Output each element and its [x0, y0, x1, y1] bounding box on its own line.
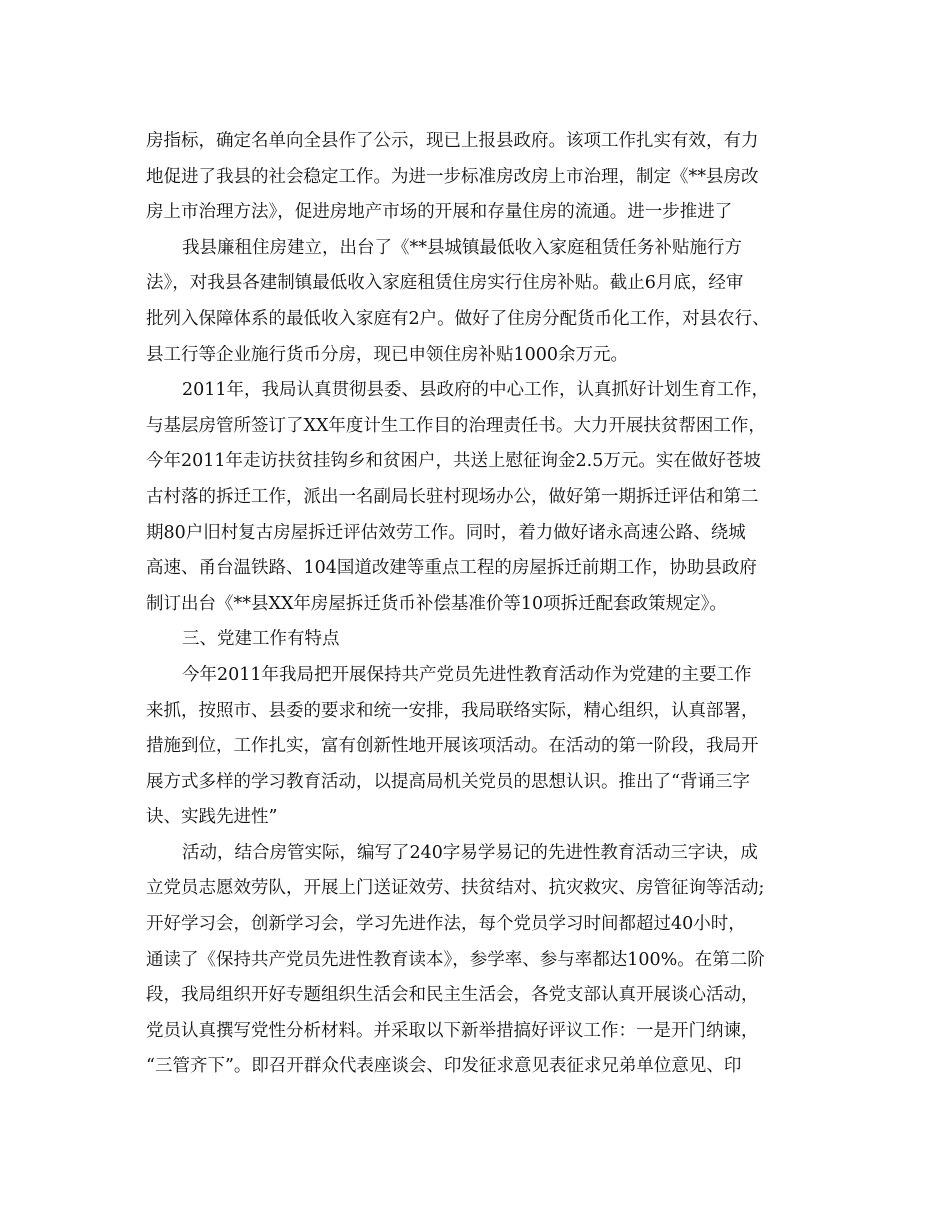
- text-line: 立党员志愿效劳队，开展上门送证效劳、扶贫结对、抗灾救灾、房管征询等活动;: [146, 878, 765, 899]
- text-line: 房指标，确定名单向全县作了公示，现已上报县政府。该项工作扎实有效，有力: [146, 131, 759, 151]
- text-line: 今年2011年走访扶贫挂钩乡和贫困户，共送上慰征询金2.5万元。实在做好苍坡: [146, 451, 761, 472]
- text-line: 与基层房管所签订了XX年度计生工作目的治理责任书。大力开展扶贫帮困工作，: [146, 415, 766, 436]
- text-line: 段，我局组织开好专题组织生活会和民主生活会，各党支部认真开展谈心活动，: [146, 985, 759, 1006]
- text-line: 活动，结合房管实际，编写了240字易学易记的先进性教育活动三字诀，成: [182, 842, 758, 863]
- text-line: 法》，对我县各建制镇最低收入家庭租赁住房实行住房补贴。截止6月底，经审: [146, 273, 744, 294]
- text-line: 来抓，按照市、县委的要求和统一安排，我局联络实际，精心组织，认真部署，: [146, 700, 759, 721]
- document-body: [146, 124, 806, 1085]
- text-line: “三管齐下”。即召开群众代表座谈会、印发征求意见表征求兄弟单位意见、印: [146, 1056, 742, 1077]
- text-line: 通读了《保持共产党员先进性教育读本》，参学率、参与率都达100%。在第二阶: [146, 949, 765, 970]
- text-line: 高速、甬台温铁路、104国道改建等重点工程的房屋拆迁前期工作，协助县政府: [146, 558, 757, 579]
- text-line: 开好学习会，创新学习会，学习先进作法，每个党员学习时间都超过40小时，: [146, 914, 746, 935]
- text-line: 今年2011年我局把开展保持共产党员先进性教育活动作为党建的主要工作: [182, 664, 752, 685]
- text-line: 批列入保障体系的最低收入家庭有2户。做好了住房分配货币化工作，对县农行、: [146, 308, 770, 329]
- text-line: 房上市治理方法》，促进房地产市场的开展和存量住房的流通。进一步推进了: [146, 202, 733, 223]
- text-line: 措施到位，工作扎实，富有创新性地开展该项活动。在活动的第一阶段，我局开: [146, 736, 759, 757]
- text-line: 2011年，我局认真贯彻县委、县政府的中心工作，认真抓好计划生育工作，: [182, 380, 770, 401]
- text-line: 我县廉租住房建立，出台了《**县城镇最低收入家庭租赁任务补贴施行方: [182, 237, 742, 258]
- text-line: 期80户旧村复古房屋拆迁评估效劳工作。同时，着力做好诸永高速公路、绕城: [146, 522, 746, 543]
- text-line: 制订出台《**县XX年房屋拆迁货币补偿基准价等10项拆迁配套政策规定》。: [146, 593, 727, 614]
- text-line: 地促进了我县的社会稳定工作。为进一步标准房改房上市治理，制定《**县房改: [146, 166, 759, 187]
- text-line: 党员认真撰写党性分析材料。并采取以下新举措搞好评议工作：一是开门纳谏，: [146, 1020, 759, 1041]
- text-line: 三、党建工作有特点: [182, 629, 340, 650]
- text-line: 古村落的拆迁工作，派出一名副局长驻村现场办公，做好第一期拆迁评估和第二: [146, 486, 759, 507]
- text-line: 展方式多样的学习教育活动，以提高局机关党员的思想认识。推出了“背诵三字: [146, 771, 750, 792]
- text-line: 诀、实践先进性”: [146, 807, 278, 828]
- text-line: 县工行等企业施行货币分房，现已申领住房补贴1000余万元。: [146, 344, 629, 365]
